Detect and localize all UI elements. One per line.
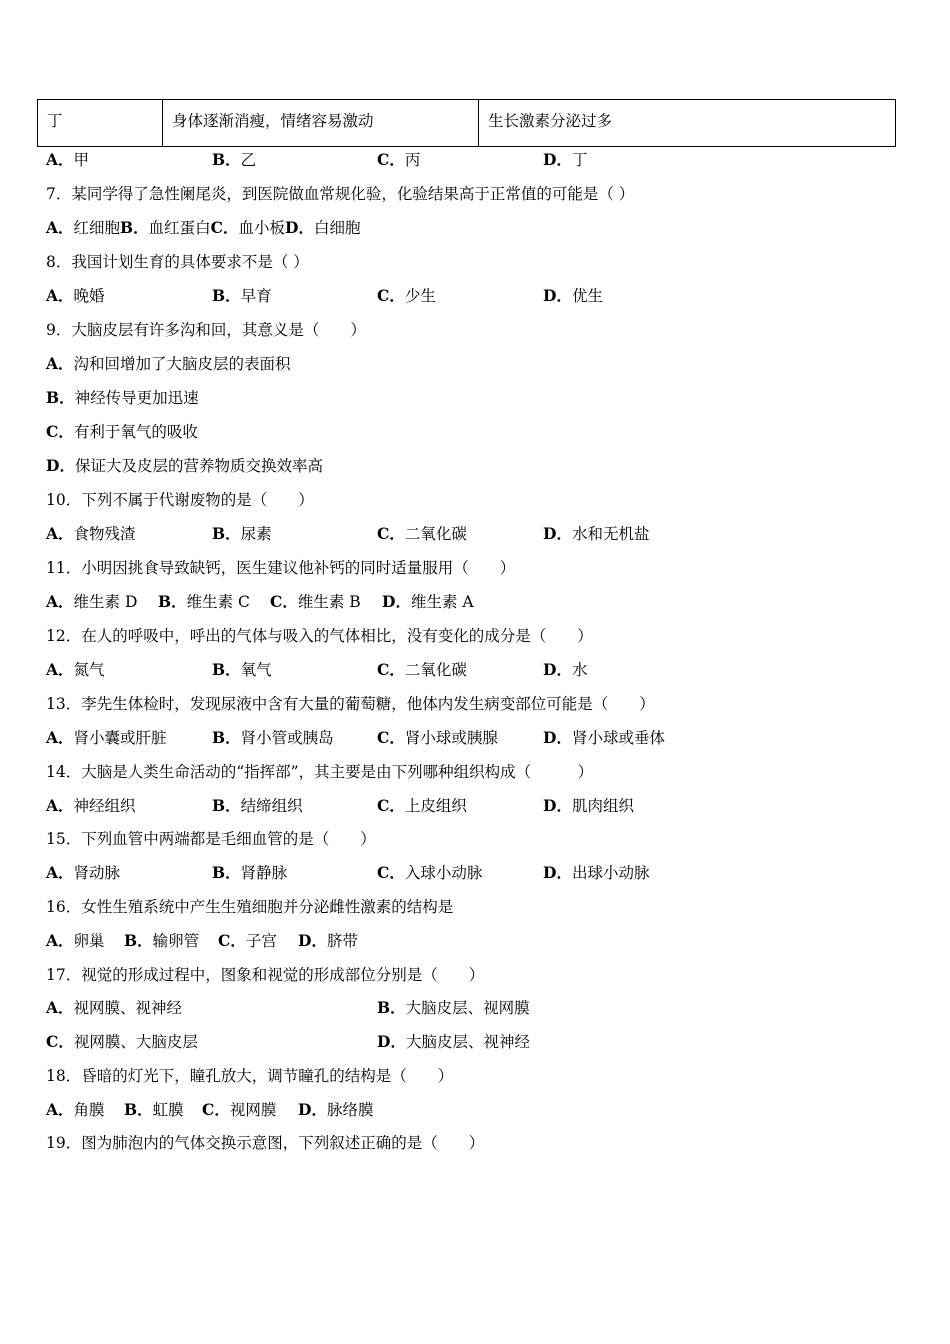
option-d[interactable]: D．水 [543,660,588,679]
option-b[interactable]: B．维生素 C [158,592,250,611]
option-c[interactable]: C．上皮组织 [377,796,467,815]
table-cell: 丁 [38,100,163,146]
question-10-stem: 10．下列不属于代谢废物的是（ ） [46,491,314,509]
question-14-stem: 14．大脑是人类生命活动的“指挥部”，其主要是由下列哪种组织构成（ ） [46,763,594,781]
option-c[interactable]: C．视网膜 [202,1100,277,1119]
option-a[interactable]: A．视网膜、视神经 [46,998,183,1017]
option-a[interactable]: A．卵巢 [46,931,105,950]
option-d[interactable]: D．脐带 [298,931,358,950]
option-b[interactable]: B．早育 [212,286,272,305]
option-a[interactable]: A．氮气 [46,660,105,679]
question-18-stem: 18．昏暗的灯光下，瞳孔放大，调节瞳孔的结构是（ ） [46,1067,454,1085]
option-a[interactable]: A．肾动脉 [46,863,121,882]
option-b[interactable]: B．虹膜 [124,1100,184,1119]
option-b[interactable]: B．尿素 [212,524,272,543]
option-c[interactable]: C．二氧化碳 [377,524,467,543]
option-c[interactable]: C．丙 [377,150,421,169]
option-b[interactable]: B．血红蛋白 [120,218,211,237]
question-19-stem: 19．图为肺泡内的气体交换示意图，下列叙述正确的是（ ） [46,1134,485,1152]
option-a[interactable]: A．晚婚 [46,286,105,305]
option-d[interactable]: D．出球小动脉 [543,863,650,882]
option-c[interactable]: C．血小板 [210,218,286,237]
option-d[interactable]: D．丁 [543,150,588,169]
option-a[interactable]: A．红细胞 [46,218,121,237]
option-b[interactable]: B．神经传导更加迅速 [46,388,199,407]
option-d[interactable]: D．大脑皮层、视神经 [377,1032,530,1051]
option-b[interactable]: B．大脑皮层、视网膜 [377,998,530,1017]
option-a[interactable]: A．食物残渣 [46,524,136,543]
option-b[interactable]: B．氧气 [212,660,272,679]
option-d[interactable]: D．脉络膜 [298,1100,374,1119]
question-9-stem: 9．大脑皮层有许多沟和回，其意义是（ ） [46,321,366,339]
option-b[interactable]: B．乙 [212,150,257,169]
option-d[interactable]: D．优生 [543,286,603,305]
option-a[interactable]: A．维生素 D [46,592,138,611]
question-7-stem: 7．某同学得了急性阑尾炎，到医院做血常规化验，化验结果高于正常值的可能是（ ） [46,185,635,203]
option-d[interactable]: D．白细胞 [285,218,361,237]
question-15-stem: 15．下列血管中两端都是毛细血管的是（ ） [46,830,376,848]
question-11-stem: 11．小明因挑食导致缺钙，医生建议他补钙的同时适量服用（ ） [46,559,516,577]
q7-options [46,218,361,238]
table-cell: 身体逐渐消瘦，情绪容易激动 [163,100,479,146]
question-8-stem: 8．我国计划生育的具体要求不是（ ） [46,253,309,271]
option-c[interactable]: C．维生素 B [270,592,361,611]
option-c[interactable]: C．肾小球或胰腺 [377,728,498,747]
option-a[interactable]: A．沟和回增加了大脑皮层的表面积 [46,354,291,373]
option-c[interactable]: C．视网膜、大脑皮层 [46,1032,198,1051]
option-d[interactable]: D．维生素 A [382,592,474,611]
question-16-stem: 16．女性生殖系统中产生生殖细胞并分泌雌性激素的结构是 [46,898,454,916]
option-d[interactable]: D．肌肉组织 [543,796,634,815]
option-b[interactable]: B．肾静脉 [212,863,288,882]
option-b[interactable]: B．输卵管 [124,931,200,950]
option-b[interactable]: B．肾小管或胰岛 [212,728,334,747]
option-d[interactable]: D．水和无机盐 [543,524,650,543]
question-17-stem: 17．视觉的形成过程中，图象和视觉的形成部位分别是（ ） [46,966,485,984]
option-d[interactable]: D．保证大及皮层的营养物质交换效率高 [46,456,323,475]
option-c[interactable]: C．子宫 [218,931,277,950]
option-c[interactable]: C．二氧化碳 [377,660,467,679]
option-d[interactable]: D．肾小球或垂体 [543,728,665,747]
question-13-stem: 13．李先生体检时，发现尿液中含有大量的葡萄糖，他体内发生病变部位可能是（ ） [46,695,655,713]
option-c[interactable]: C．有利于氧气的吸收 [46,422,198,441]
table-row [37,99,896,147]
option-b[interactable]: B．结缔组织 [212,796,303,815]
table-cell: 生长激素分泌过多 [488,112,613,130]
option-a[interactable]: A．角膜 [46,1100,105,1119]
option-a[interactable]: A．神经组织 [46,796,136,815]
option-c[interactable]: C．入球小动脉 [377,863,483,882]
question-12-stem: 12．在人的呼吸中，呼出的气体与吸入的气体相比，没有变化的成分是（ ） [46,627,593,645]
option-a[interactable]: A．肾小囊或肝脏 [46,728,167,747]
option-a[interactable]: A．甲 [46,150,90,169]
option-c[interactable]: C．少生 [377,286,436,305]
